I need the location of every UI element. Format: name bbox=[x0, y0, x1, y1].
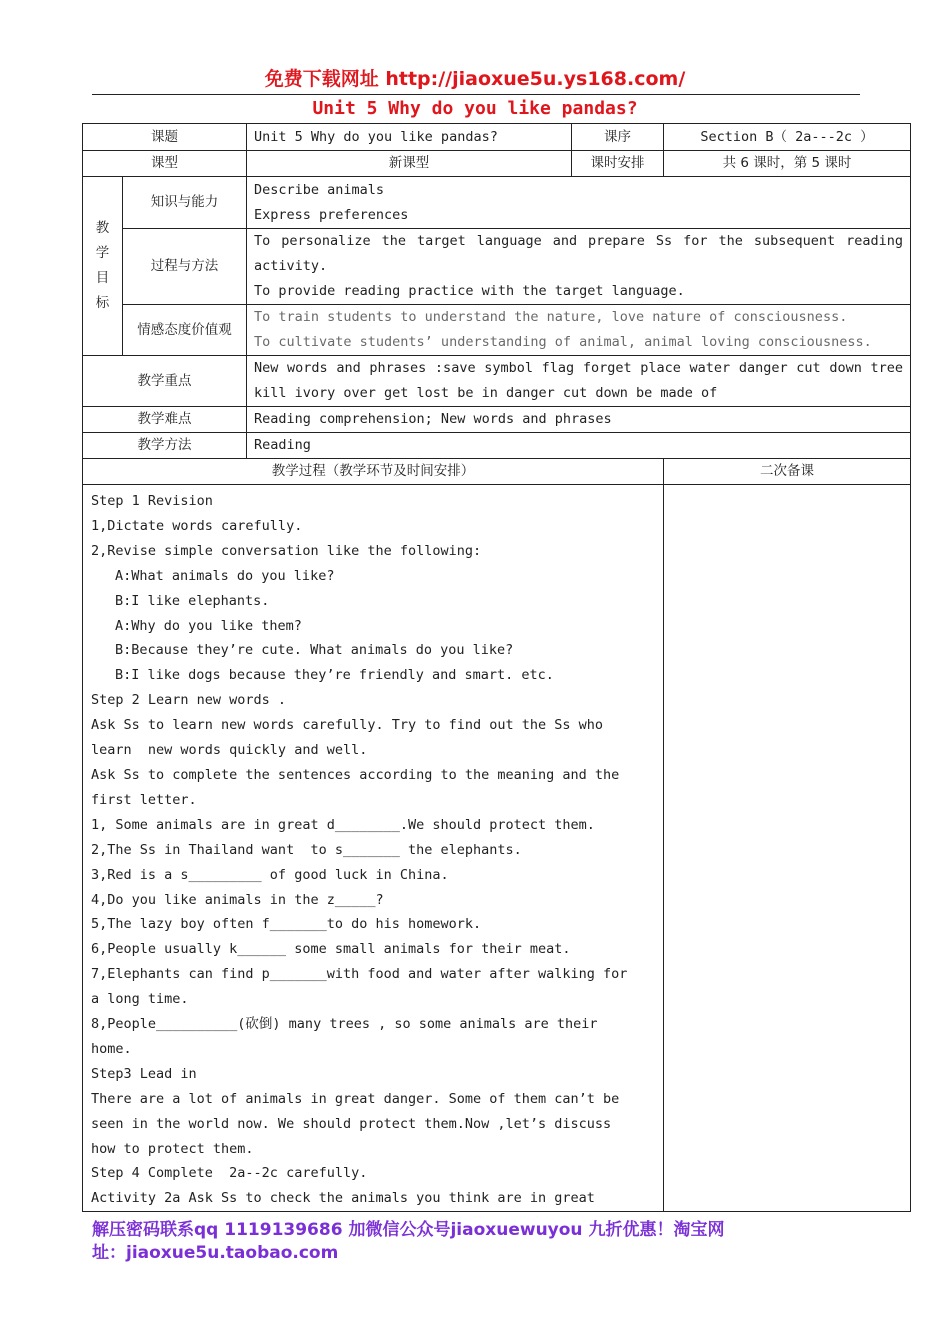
goals-label bbox=[83, 177, 123, 356]
label-type: 课型 bbox=[83, 151, 247, 177]
process-line: Ask Ss to learn new words carefully. Try to find out the Ss who bbox=[91, 717, 604, 734]
process-method-label: 过程与方法 bbox=[123, 229, 247, 305]
type-value: 新课型 bbox=[247, 151, 572, 177]
process-line: A:Why do you like them? bbox=[115, 617, 302, 634]
header-rule bbox=[92, 94, 860, 95]
process-line: home. bbox=[91, 1040, 132, 1057]
process-line: Ask Ss to complete the sentences according to the meaning and the bbox=[91, 766, 620, 783]
process-header: 教学过程（教学环节及时间安排） bbox=[83, 459, 664, 485]
label-topic: 课题 bbox=[83, 124, 247, 151]
topic-value: Unit 5 Why do you like pandas? bbox=[247, 124, 572, 151]
attitude-content bbox=[247, 305, 911, 356]
process-line: 8,People__________(砍倒) many trees , so some animals are their bbox=[91, 1016, 598, 1033]
page-title: Unit 5 Why do you like pandas? bbox=[312, 98, 638, 119]
teaching-process bbox=[83, 485, 664, 1212]
process-line: seen in the world now. We should protect them.Now ,let’s discuss bbox=[91, 1115, 612, 1132]
process-method-line: To provide reading practice with the target language. bbox=[254, 283, 685, 299]
schedule-value: 共 6 课时，第 5 课时 bbox=[664, 151, 911, 177]
process-line: 3,Red is a s_________ of good luck in China. bbox=[91, 866, 449, 883]
process-method-content bbox=[247, 229, 911, 305]
download-link-header[interactable]: 免费下载网址 http://jiaoxue5u.ys168.com/ bbox=[264, 68, 686, 90]
method-content: Reading bbox=[247, 433, 911, 459]
knowledge-content bbox=[247, 177, 911, 229]
difficulties-content: Reading comprehension; New words and phrases bbox=[247, 407, 911, 433]
knowledge-line: Describe animals bbox=[254, 181, 385, 198]
second-prep-column bbox=[664, 485, 911, 1212]
order-value: Section B（ 2a---2c ） bbox=[664, 124, 911, 151]
second-prep-header: 二次备课 bbox=[664, 459, 911, 485]
process-line: B:I like dogs because they’re friendly and smart. etc. bbox=[115, 667, 554, 684]
key-points-label: 教学重点 bbox=[83, 356, 247, 407]
process-line: 7,Elephants can find p_______with food and water after walking for bbox=[91, 966, 628, 983]
process-line: a long time. bbox=[91, 991, 189, 1008]
process-line: Step 2 Learn new words . bbox=[91, 692, 287, 709]
process-line: Step 1 Revision bbox=[91, 493, 213, 509]
process-line: B:I like elephants. bbox=[115, 592, 270, 609]
process-line: 2,The Ss in Thailand want to s_______ the elephants. bbox=[91, 841, 522, 858]
process-line: Activity 2a Ask Ss to check the animals you think are in great bbox=[91, 1190, 595, 1207]
process-line: first letter. bbox=[91, 791, 197, 808]
process-line: 4,Do you like animals in the z_____? bbox=[91, 891, 384, 908]
process-line: 1, Some animals are in great d________.We should protect them. bbox=[91, 816, 595, 833]
process-line: Step 4 Complete 2a--2c carefully. bbox=[91, 1165, 368, 1182]
method-label: 教学方法 bbox=[83, 433, 247, 459]
footer-contact bbox=[92, 1219, 872, 1265]
lesson-plan-table bbox=[82, 123, 911, 1212]
footer-line[interactable]: 址：jiaoxue5u.taobao.com bbox=[92, 1243, 339, 1263]
label-schedule: 课时安排 bbox=[572, 151, 664, 177]
process-line: 6,People usually k______ some small animals for their meat. bbox=[91, 941, 571, 958]
attitude-line: To cultivate students’ understanding of animal, animal loving consciousness. bbox=[254, 334, 872, 350]
knowledge-line: Express preferences bbox=[254, 206, 409, 223]
goals-label-text: 教学目标 bbox=[95, 220, 110, 311]
attitude-label: 情感态度价值观 bbox=[123, 305, 247, 356]
process-line: how to protect them. bbox=[91, 1140, 254, 1157]
footer-line: 解压密码联系qq 1119139686 加微信公众号jiaoxuewuyou 九折优惠！淘宝网 bbox=[92, 1220, 725, 1240]
process-line: 1,Dictate words carefully. bbox=[91, 517, 303, 534]
process-line: A:What animals do you like? bbox=[115, 567, 335, 584]
process-line: learn new words quickly and well. bbox=[91, 742, 368, 759]
label-order: 课序 bbox=[572, 124, 664, 151]
attitude-line: To train students to understand the nature, love nature of consciousness. bbox=[254, 309, 848, 325]
key-points-content: New words and phrases :save symbol flag forget place water danger cut down tree kill ivory over get lost be in danger cut down be made of bbox=[247, 356, 911, 407]
process-line: B:Because they’re cute. What animals do you like? bbox=[115, 642, 514, 659]
process-line: 2,Revise simple conversation like the following: bbox=[91, 542, 482, 559]
process-line: Step3 Lead in bbox=[91, 1065, 197, 1082]
process-line: There are a lot of animals in great danger. Some of them can’t be bbox=[91, 1090, 620, 1107]
difficulties-label: 教学难点 bbox=[83, 407, 247, 433]
process-method-line: To personalize the target language and prepare Ss for the subsequent reading activity. bbox=[254, 233, 903, 274]
process-line: 5,The lazy boy often f_______to do his homework. bbox=[91, 916, 482, 933]
knowledge-label: 知识与能力 bbox=[123, 177, 247, 229]
